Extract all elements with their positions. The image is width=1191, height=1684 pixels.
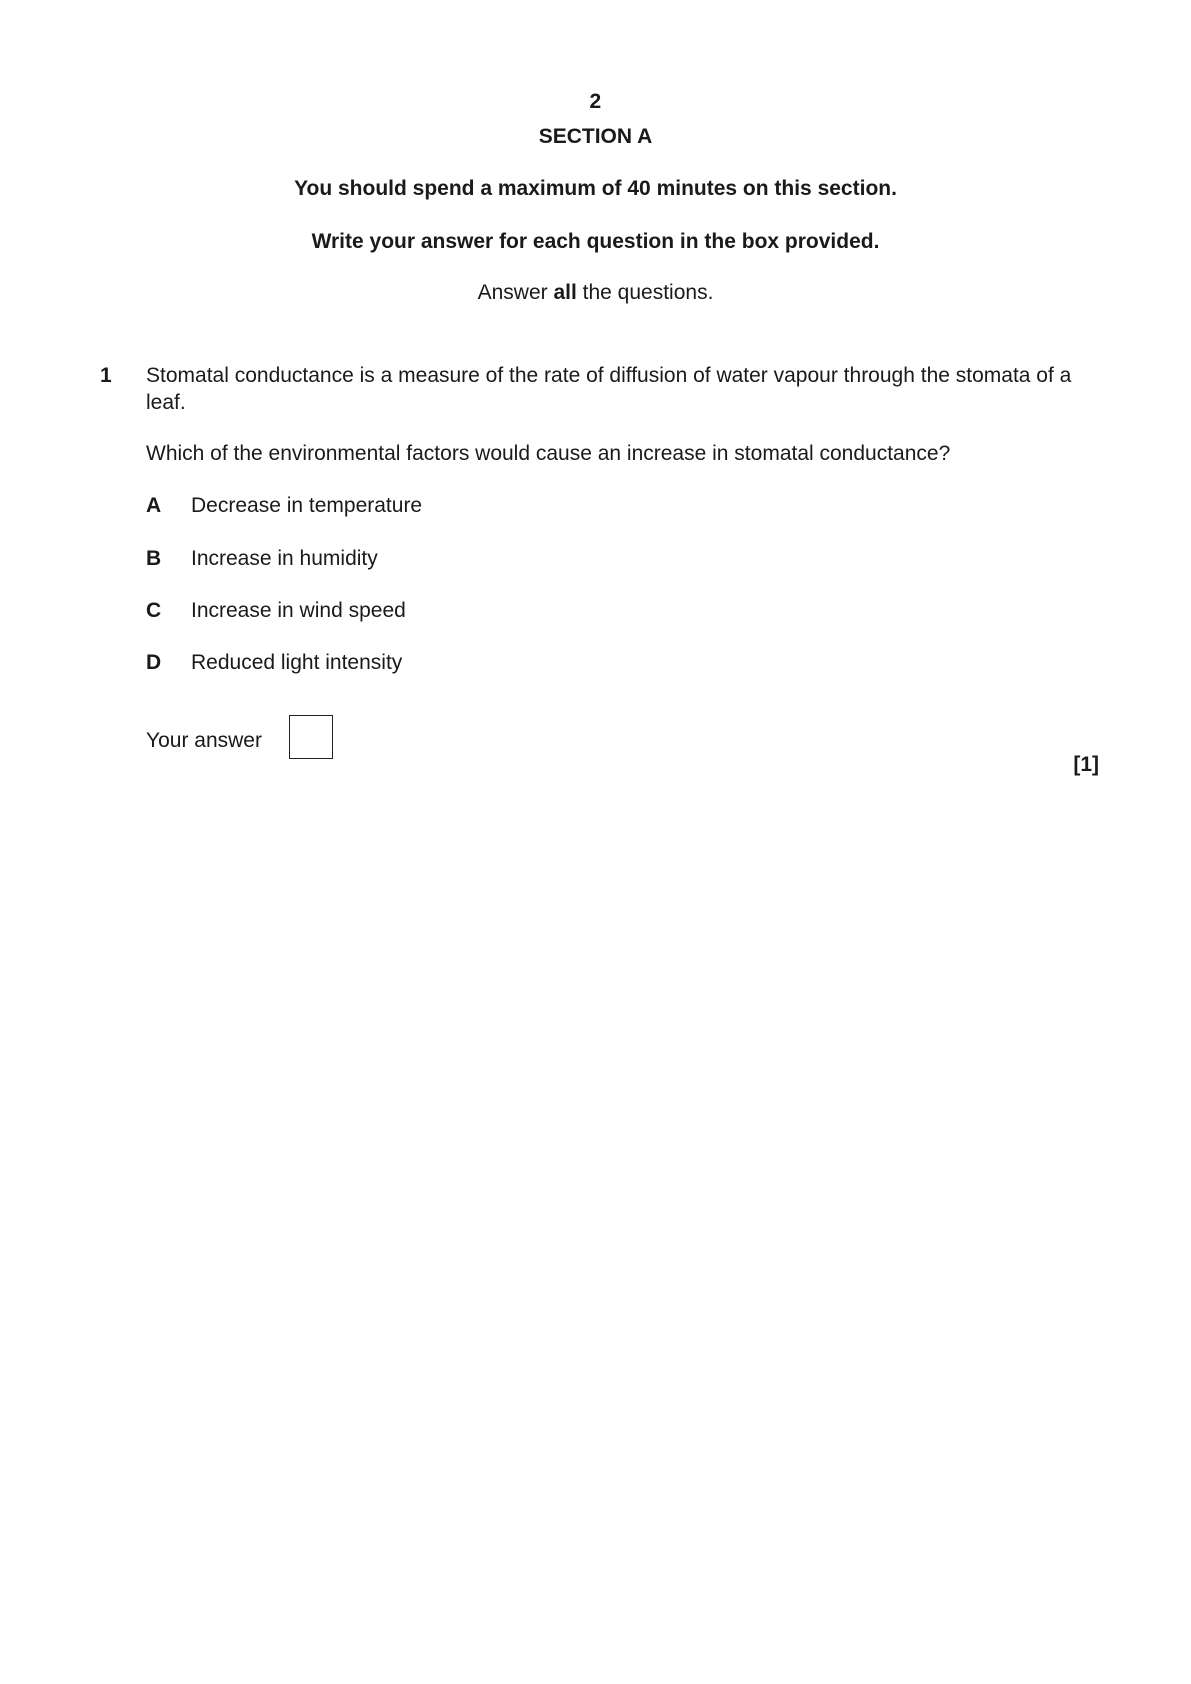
answer-all-prefix: Answer: [477, 281, 554, 304]
time-instruction: You should spend a maximum of 40 minutes on this section.: [294, 177, 897, 200]
option-d-letter: D: [146, 651, 162, 674]
option-a-letter: A: [146, 494, 162, 517]
page-number: 2: [589, 90, 602, 113]
answer-all-instruction: [0, 281, 1191, 305]
option-b-text: Increase in humidity: [191, 547, 378, 570]
option-c-text: Increase in wind speed: [191, 599, 406, 622]
question-prompt: Which of the environmental factors would cause an increase in stomatal conductance?: [146, 442, 951, 465]
answer-all-suffix: the questions.: [576, 281, 714, 304]
section-title: SECTION A: [538, 125, 653, 148]
your-answer-label: Your answer: [146, 729, 262, 752]
marks-label: [1]: [1073, 753, 1099, 776]
answer-box-instruction: Write your answer for each question in the box provided.: [311, 230, 880, 253]
option-c-letter: C: [146, 599, 162, 622]
option-d-text: Reduced light intensity: [191, 651, 403, 674]
answer-all-emphasis: all: [553, 281, 577, 304]
option-a-text: Decrease in temperature: [191, 494, 423, 517]
question-stem: Stomatal conductance is a measure of the rate of diffusion of water vapour through the stomata of a leaf.: [146, 364, 1072, 414]
option-b-letter: B: [146, 547, 162, 570]
question-number: 1: [100, 364, 112, 387]
answer-box[interactable]: [289, 715, 333, 759]
